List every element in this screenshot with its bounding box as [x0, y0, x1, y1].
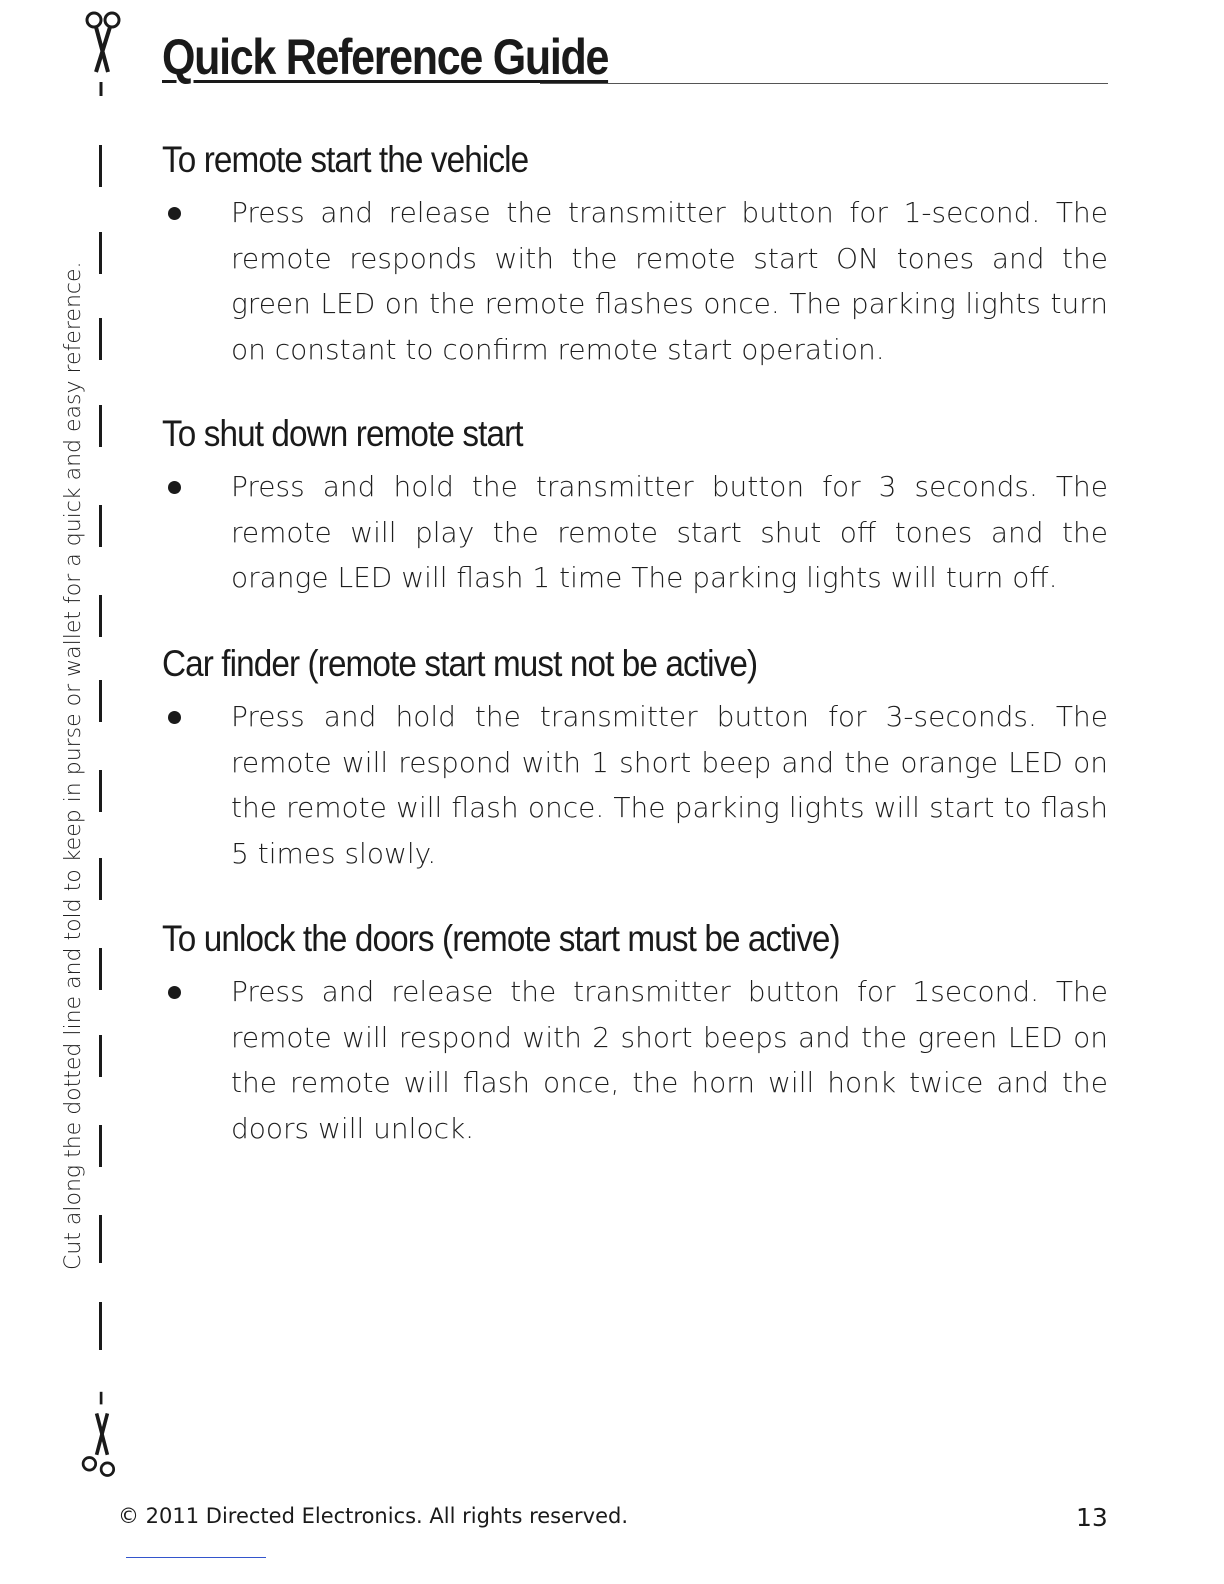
section-car-finder: [162, 640, 1108, 876]
cut-line-dash: [99, 948, 102, 990]
footer-rule: [126, 1557, 266, 1558]
section-shut-down: [162, 410, 1108, 601]
cut-line-dash: [99, 505, 102, 547]
bullet-icon: [168, 986, 181, 999]
cut-line-dash: [99, 232, 102, 274]
cut-line-dash: [99, 405, 102, 447]
bullet-icon: [168, 207, 181, 220]
page-title: Quick Reference Guide: [162, 29, 609, 85]
cut-line-dash: [99, 1302, 102, 1350]
bullet-icon: [168, 711, 181, 724]
list-item: [162, 694, 1108, 876]
section-text: Press and hold the transmitter button for 3 seconds. The remote will play the remote start shut off tones and the orange LED will flash 1 time The parking lights will turn off.: [231, 470, 1108, 595]
section-heading: Car finder (remote start must not be active): [162, 643, 758, 684]
section-unlock-doors: [162, 915, 1108, 1151]
cut-line-dash: [99, 145, 102, 187]
cut-line-dash: [99, 1035, 102, 1077]
cut-line-dash: [99, 1215, 102, 1263]
section-text: Press and hold the transmitter button for 3-seconds. The remote will respond with 1 short beep and the orange LED on the remote will flash once. The parking lights will start to flash 5 times slowly.: [231, 700, 1108, 870]
scissors-icon: [72, 1390, 132, 1480]
section-text: Press and release the transmitter button for 1-second. The remote responds with the remote start ON tones and the green LED on the remote flashes once. The parking lights turn on constant to confirm remote start operation.: [231, 196, 1108, 366]
bullet-icon: [168, 481, 181, 494]
cut-line-dash: [99, 858, 102, 900]
cut-line-dash: [99, 770, 102, 812]
list-item: [162, 464, 1108, 601]
copyright-notice: © 2011 Directed Electronics. All rights reserved.: [118, 1504, 629, 1528]
section-heading: To remote start the vehicle: [162, 139, 529, 180]
cut-line-instruction: Cut along the dotted line and told to keep in purse or wallet for a quick and easy reference.: [61, 261, 86, 1270]
section-remote-start: [162, 136, 1108, 372]
cut-line-dash: [99, 1125, 102, 1167]
section-heading: To shut down remote start: [162, 413, 523, 454]
title-rule: [540, 83, 1108, 84]
page-number: 13: [1076, 1503, 1108, 1532]
scissors-icon: [72, 6, 132, 96]
cut-line-dash: [99, 595, 102, 637]
section-text: Press and release the transmitter button for 1second. The remote will respond with 2 short beeps and the green LED on the remote will flash once, the horn will honk twice and the doors will unlock.: [231, 975, 1108, 1145]
list-item: [162, 190, 1108, 372]
cut-line-dash: [99, 318, 102, 360]
section-heading: To unlock the doors (remote start must be active): [162, 918, 840, 959]
list-item: [162, 969, 1108, 1151]
cut-line-dash: [99, 680, 102, 722]
